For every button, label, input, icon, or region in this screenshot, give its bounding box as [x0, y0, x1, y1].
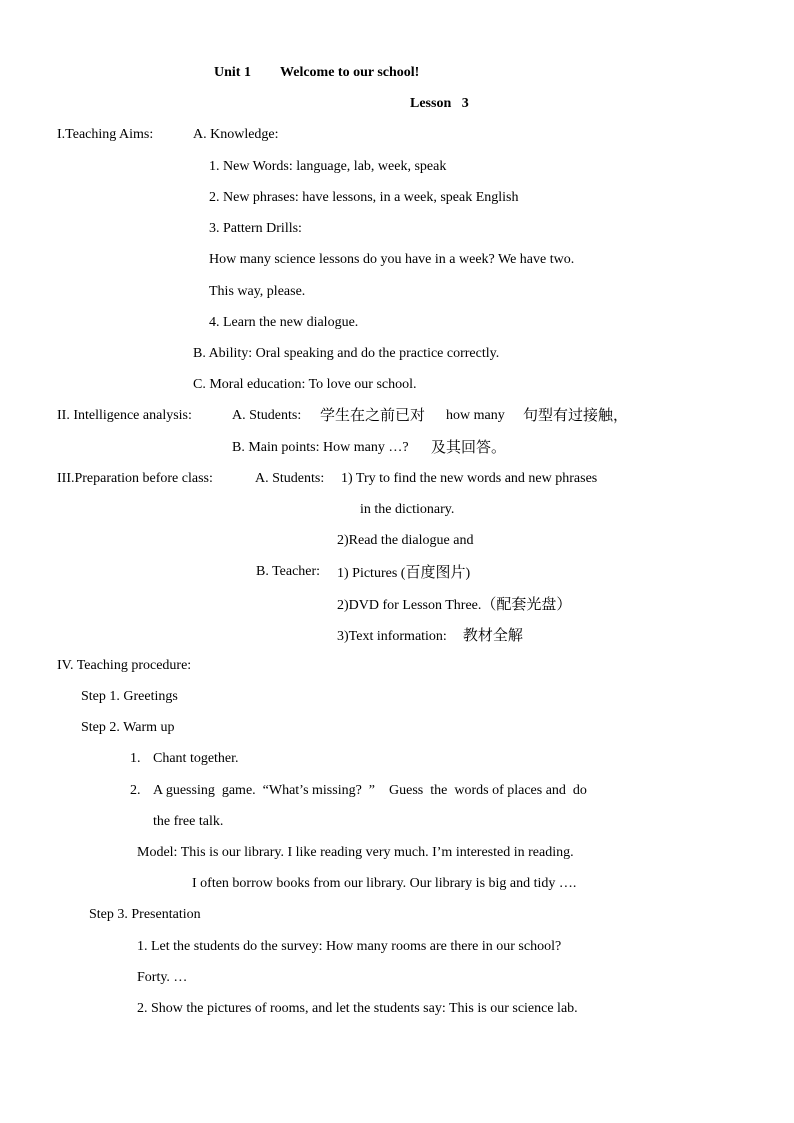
prep-students-item-1-cont: in the dictionary. [360, 502, 455, 517]
analysis-students-how-many: how many [446, 408, 505, 423]
aims-pattern-sentence-2: This way, please. [209, 284, 306, 299]
warmup-2-text-cont: the free talk. [153, 814, 224, 829]
aims-pattern-sentence-1: How many science lessons do you have in a week? We have two. [209, 252, 575, 267]
step-2: Step 2. Warm up [81, 720, 175, 735]
unit-title: Welcome to our school! [280, 65, 420, 80]
unit-label: Unit 1 [214, 65, 251, 80]
analysis-students-cn-2: 句型有过接触， [523, 406, 629, 424]
warmup-1-number: 1. [130, 751, 141, 766]
presentation-1: 1. Let the students do the survey: How many rooms are there in our school? [137, 939, 562, 954]
prep-teacher-item-1: 1) Pictures (百度图片) [337, 563, 471, 581]
aims-new-words: 1. New Words: language, lab, week, speak [209, 159, 447, 174]
prep-students-item-1: 1) Try to find the new words and new phrases [341, 471, 598, 486]
procedure-heading: IV. Teaching procedure: [57, 658, 192, 673]
aims-learn-dialogue: 4. Learn the new dialogue. [209, 315, 359, 330]
model-line-2: I often borrow books from our library. Our library is big and tidy …. [192, 876, 577, 891]
analysis-students-label: A. Students: [232, 408, 302, 423]
aims-moral: C. Moral education: To love our school. [193, 377, 417, 392]
aims-knowledge: A. Knowledge: [193, 127, 279, 142]
presentation-1-cont: Forty. … [137, 970, 188, 985]
analysis-students-cn-1: 学生在之前已对 [320, 406, 426, 424]
prep-heading: III.Preparation before class: [57, 471, 213, 486]
aims-pattern-drills: 3. Pattern Drills: [209, 221, 302, 236]
prep-teacher-item-3: 3)Text information: 教材全解 [337, 626, 523, 644]
lesson-label: Lesson 3 [410, 96, 469, 111]
warmup-2-number: 2. [130, 783, 141, 798]
warmup-1-text: Chant together. [153, 751, 239, 766]
presentation-2: 2. Show the pictures of rooms, and let the students say: This is our science lab. [137, 1001, 578, 1016]
prep-teacher-label: B. Teacher: [256, 564, 321, 579]
aims-heading: I.Teaching Aims: [57, 127, 154, 142]
analysis-main-points: B. Main points: How many …? [232, 440, 409, 455]
prep-teacher-item-2: 2)DVD for Lesson Three.（配套光盘） [337, 595, 572, 613]
warmup-2-text: A guessing game. “What’s missing? ” Guess the words of places and do [153, 783, 587, 798]
model-line-1: Model: This is our library. I like reading very much. I’m interested in reading. [137, 845, 574, 860]
analysis-main-points-cn: 及其回答。 [431, 438, 507, 456]
prep-students-item-2: 2)Read the dialogue and [337, 533, 474, 548]
prep-students-label: A. Students: [255, 471, 325, 486]
aims-ability: B. Ability: Oral speaking and do the practice correctly. [193, 346, 500, 361]
analysis-heading: II. Intelligence analysis: [57, 408, 192, 423]
step-3: Step 3. Presentation [89, 907, 201, 922]
step-1: Step 1. Greetings [81, 689, 178, 704]
aims-new-phrases: 2. New phrases: have lessons, in a week, speak English [209, 190, 519, 205]
